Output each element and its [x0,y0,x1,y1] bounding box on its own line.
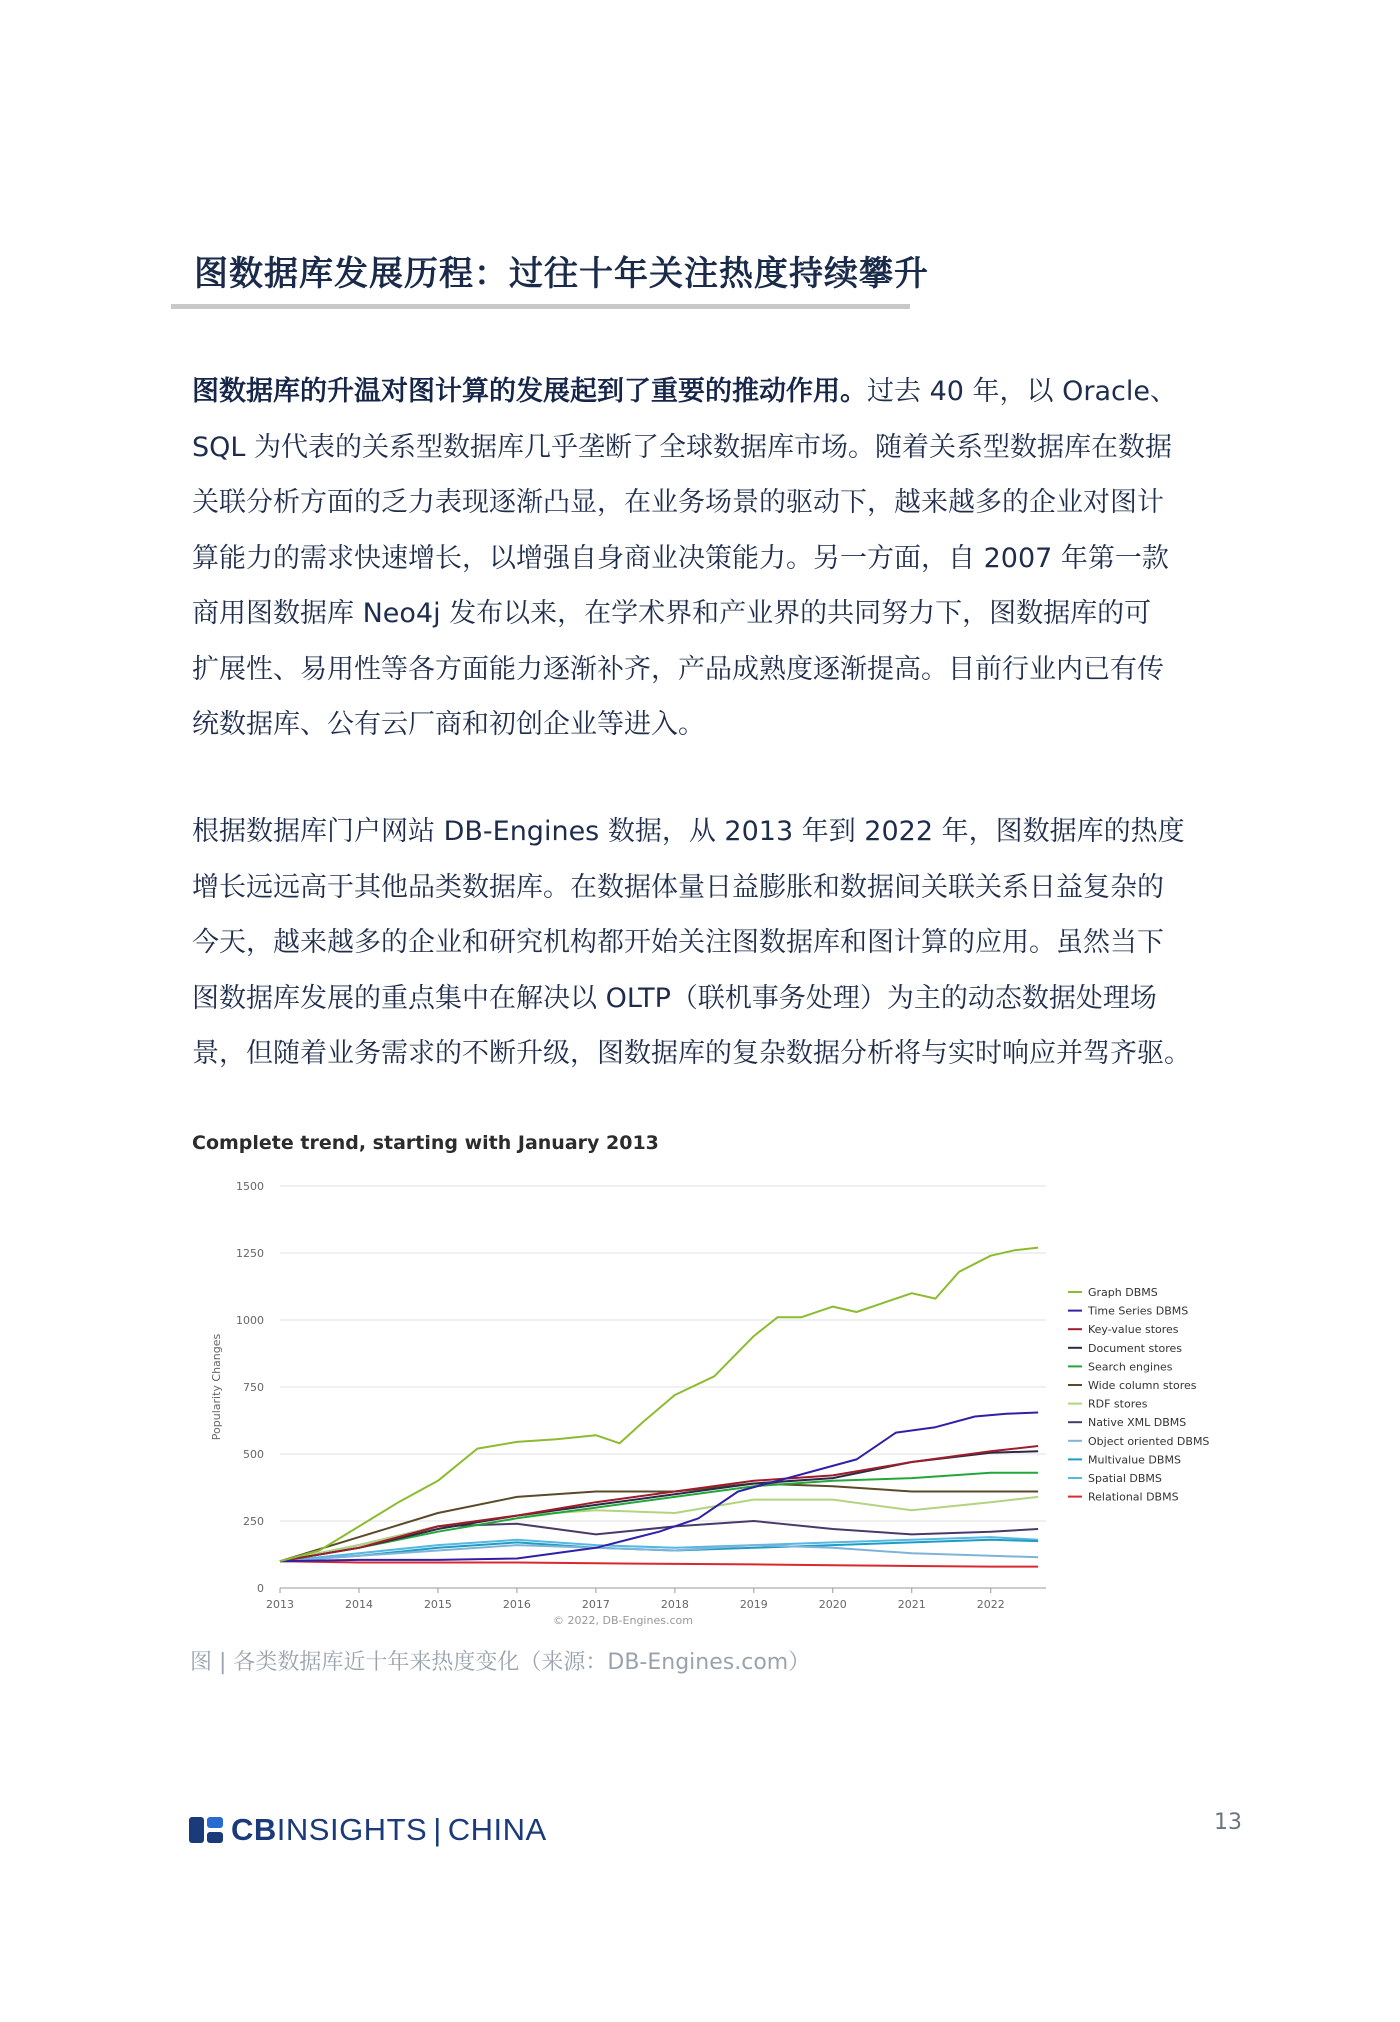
paragraph-1 [192,364,1222,753]
paragraph-2 [192,804,1222,1082]
paragraph-1-line: 商用图数据库 Neo4j 发布以来，在学术界和产业界的共同努力下，图数据库的可 [192,598,1152,629]
y-tick-label: 500 [243,1448,264,1461]
paragraph-1-line: 算能力的需求快速增长，以增强自身商业决策能力。另一方面，自 2007 年第一款 [192,542,1169,574]
figure-caption: 图 | 各类数据库近十年来热度变化（来源：DB-Engines.com） [190,1650,811,1675]
page-title: 图数据库发展历程：过往十年关注热度持续攀升 [194,254,929,294]
x-tick-label: 2016 [502,1598,531,1611]
y-tick-label: 1000 [236,1314,264,1327]
paragraph-2-line: 增长远远高于其他品类数据库。在数据体量日益膨胀和数据间关联关系日益复杂的 [192,871,1164,903]
x-tick-label: 2021 [897,1598,926,1611]
legend-label: Search engines [1088,1360,1173,1374]
paragraph-2-line: 景，但随着业务需求的不断升级，图数据库的复杂数据分析将与实时响应并驾齐驱。 [192,1038,1191,1069]
legend-label: Multivalue DBMS [1088,1453,1181,1467]
x-tick-label: 2015 [423,1598,452,1611]
paragraph-2-line: 图数据库发展的重点集中在解决以 OLTP（联机事务处理）为主的动态数据处理场 [192,982,1157,1014]
x-tick-label: 2018 [660,1598,689,1611]
legend-label: Wide column stores [1088,1379,1197,1392]
y-tick-label: 750 [243,1381,264,1394]
x-tick-label: 2022 [976,1598,1005,1611]
x-tick-label: 2014 [344,1598,373,1611]
series-line-key-value-stores [280,1446,1038,1561]
logo-text: CBINSIGHTS | CHINA [231,1812,547,1847]
x-tick-label: 2020 [818,1598,847,1611]
legend-label: Document stores [1088,1341,1183,1355]
series-line-graph-dbms [280,1248,1038,1562]
y-tick-label: 0 [257,1582,264,1595]
legend-label: Object oriented DBMS [1088,1434,1210,1448]
paragraph-2-line: 根据数据库门户网站 DB-Engines 数据，从 2013 年到 2022 年，图数据库的热度 [192,816,1185,847]
legend-label: Key-value stores [1088,1323,1179,1337]
legend-label: Native XML DBMS [1088,1416,1187,1430]
title-divider [171,304,910,309]
paragraph-1-line: 统数据库、公有云厂商和初创企业等进入。 [192,709,705,740]
trend-chart [184,1126,1244,1646]
y-axis-label: Popularity Changes [210,1333,223,1441]
cb-logo-icon [189,1817,223,1843]
legend-label: RDF stores [1088,1397,1148,1411]
paragraph-1-line: 关联分析方面的乏力表现逐渐凸显，在业务场景的驱动下，越来越多的企业对图计 [192,487,1164,518]
cbinsights-logo [189,1810,547,1850]
bold-lead: 图数据库的升温对图计算的发展起到了重要的推动作用。 [192,376,867,407]
paragraph-1-line: 扩展性、易用性等各方面能力逐渐补齐，产品成熟度逐渐提高。目前行业内已有传 [192,653,1164,685]
paragraph-1-line: SQL 为代表的关系型数据库几乎垄断了全球数据库市场。随着关系型数据库在数据 [192,431,1173,463]
paragraph-1-line-1: 图数据库的升温对图计算的发展起到了重要的推动作用。过去 40 年，以 Oracle、 [192,376,1177,407]
legend-label: Spatial DBMS [1088,1472,1162,1485]
paragraph-2-line: 今天，越来越多的企业和研究机构都开始关注图数据库和图计算的应用。虽然当下 [192,927,1164,958]
legend-label: Time Series DBMS [1088,1304,1189,1318]
chart-svg [184,1126,1244,1646]
chart-title: Complete trend, starting with January 2013 [192,1132,659,1154]
series-line-relational-dbms [280,1561,1038,1566]
x-tick-label: 2019 [739,1598,768,1611]
y-tick-label: 1250 [236,1247,264,1260]
y-tick-label: 1500 [236,1180,264,1193]
legend-label: Graph DBMS [1088,1286,1158,1299]
chart-source: © 2022, DB-Engines.com [553,1614,693,1627]
x-tick-label: 2013 [266,1598,294,1611]
legend-label: Relational DBMS [1088,1490,1179,1504]
y-tick-label: 250 [243,1515,264,1528]
x-tick-label: 2017 [581,1598,610,1611]
page-number: 13 [1214,1810,1242,1835]
